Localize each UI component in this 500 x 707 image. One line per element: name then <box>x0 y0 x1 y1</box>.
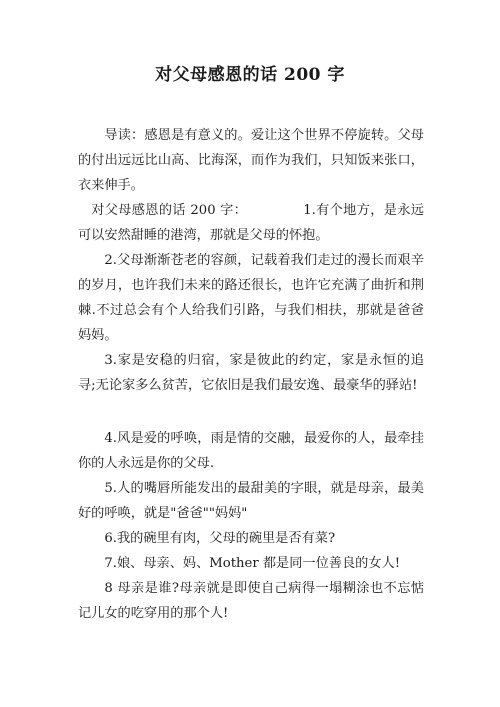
item-7: 7.娘、母亲、妈、Mother 都是同一位善良的女人! <box>104 556 400 571</box>
intro-paragraph: 导读：感恩是有意义的。爱让这个世界不停旋转。父母的付出远远比山高、比海深，而作为我们，只知饭来张口，衣来伸手。 <box>78 128 424 193</box>
item-4: 4.风是爱的呼唤，雨是情的交融，最爱你的人，最牵挂你的人永远是你的父母. <box>78 431 424 471</box>
blank-spacer <box>78 398 424 426</box>
item-3: 3.家是安稳的归宿，家是彼此的约定，家是永恒的追寻;无论家多么贫苦，它依旧是我们最安逸、最豪华的驿站! <box>78 353 424 393</box>
item-1: 1.有个地方，是永远可以安然甜睡的港湾，那就是父母的怀抱。 <box>78 203 424 243</box>
item-8: 8 母亲是谁?母亲就是即使自己病得一塌糊涂也不忘惦记儿女的吃穿用的那个人! <box>78 581 424 621</box>
item-6: 6.我的碗里有肉，父母的碗里是否有菜? <box>104 531 336 546</box>
item-5: 5.人的嘴唇所能发出的最甜美的字眼，就是母亲，最美好的呼唤，就是"爸爸""妈妈" <box>78 481 424 521</box>
section-heading: 对父母感恩的话 200 字： <box>91 203 248 218</box>
document-title: 对父母感恩的话 200 字 <box>155 65 345 85</box>
document-body <box>78 123 424 626</box>
heading-and-item-1-paragraph <box>78 198 424 248</box>
item-2: 2.父母渐渐苍老的容颜，记载着我们走过的漫长而艰辛的岁月，也许我们未来的路还很长，也许它充满了曲折和荆棘.不过总会有个人给我们引路，与我们相扶，那就是爸爸 妈妈。 <box>78 253 424 343</box>
